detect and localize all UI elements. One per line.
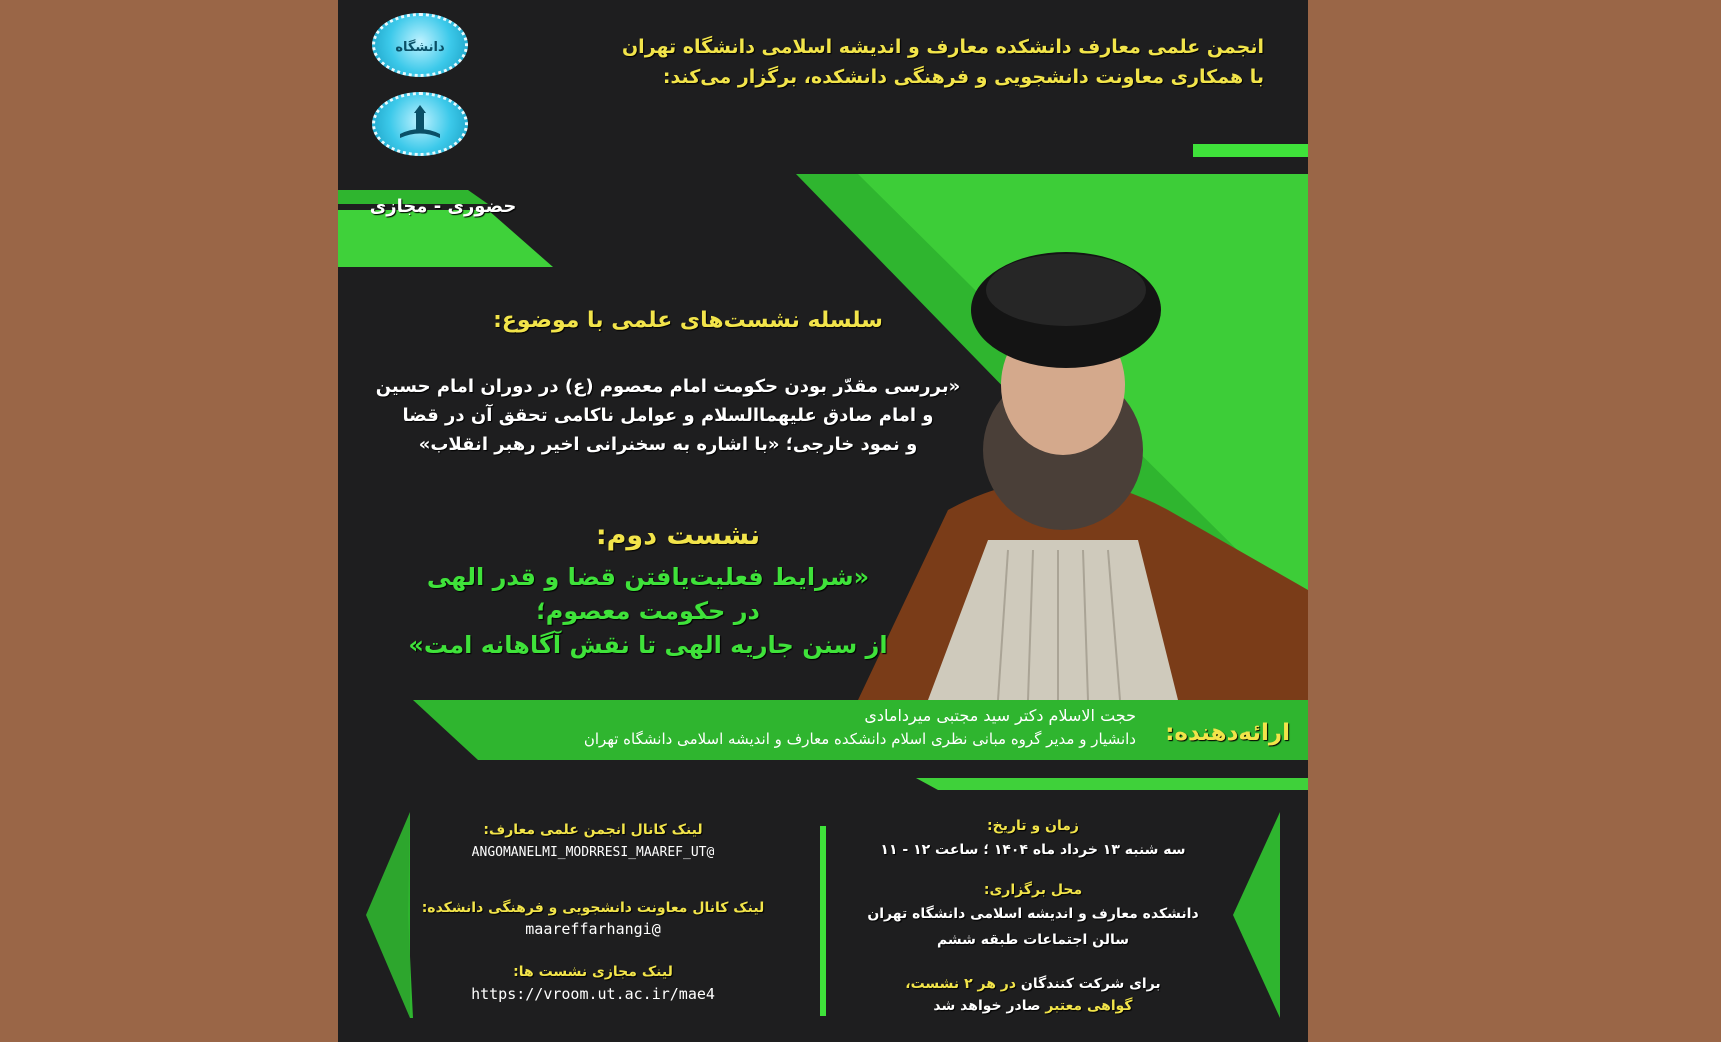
- channel2-label: لینک کانال معاونت دانشجویی و فرهنگی دانشکده:: [421, 900, 765, 916]
- time-value: سه شنبه ۱۳ خرداد ماه ۱۴۰۴ ؛ ساعت ۱۲ - ۱۱: [880, 842, 1186, 858]
- certificate-line-1: [838, 976, 1228, 992]
- place-label: محل برگزاری:: [983, 882, 1083, 898]
- book-emblem-icon: [390, 102, 450, 146]
- certificate-line-2: [838, 998, 1228, 1014]
- virtual-session-link[interactable]: https://vroom.ut.ac.ir/mae4: [471, 985, 715, 1003]
- certificate-text: صادر خواهد شد: [933, 998, 1046, 1014]
- poster: [338, 0, 1308, 1042]
- speaker-role: دانشیار و مدیر گروه مبانی نظری اسلام دانشکده معارف و اندیشه اسلامی دانشگاه تهران: [583, 730, 1136, 748]
- attendance-mode: حضوری - مجازی: [369, 196, 517, 217]
- session-topic: [358, 560, 938, 662]
- session-topic-line: «شرایط فعلیت‌یافتن قضا و قدر الهی: [426, 563, 870, 591]
- series-title: سلسله نشست‌های علمی با موضوع:: [493, 308, 883, 333]
- place-line-1: دانشکده معارف و اندیشه اسلامی دانشگاه تهران: [867, 906, 1199, 922]
- topic-line: و امام صادق علیهماالسلام و عوامل ناکامی تحقق آن در قضا: [402, 405, 934, 426]
- topic-line: و نمود خارجی؛ «با اشاره به سخنرانی اخیر رهبر انقلاب»: [418, 434, 918, 455]
- session-topic-line: در حکومت معصوم؛: [536, 597, 760, 625]
- channel1-label: لینک کانال انجمن علمی معارف:: [483, 822, 703, 838]
- place-line-2: سالن اجتماعات طبقه ششم: [936, 932, 1130, 948]
- speaker-label: ارائه‌دهنده:: [1165, 720, 1290, 746]
- speaker-name: حجت الاسلام دکتر سید مجتبی میردامادی: [864, 706, 1136, 725]
- series-topic: [358, 372, 978, 459]
- organizer-line-1: انجمن علمی معارف دانشکده معارف و اندیشه اسلامی دانشگاه تهران: [621, 36, 1264, 58]
- university-logo-icon: [390, 23, 450, 67]
- channel1-link[interactable]: @ANGOMANELMI_MODRRESI_MAAREF_UT: [471, 845, 715, 860]
- faculty-logo: [372, 92, 468, 156]
- certificate-text: برای شرکت کنندگان: [1016, 976, 1161, 992]
- certificate-highlight: در هر ۲ نشست،: [905, 976, 1017, 992]
- logo-text: دانشگاه: [395, 40, 445, 55]
- session-title: نشست دوم:: [595, 520, 761, 551]
- topic-line: «بررسی مقدّر بودن حکومت امام معصوم (ع) در دوران امام حسین: [375, 376, 961, 397]
- channel2-link[interactable]: @maareffarhangi: [525, 920, 661, 938]
- time-label: زمان و تاریخ:: [987, 818, 1079, 834]
- university-logo: [372, 13, 468, 77]
- certificate-highlight: گواهی معتبر: [1045, 998, 1133, 1014]
- virtual-link-label: لینک مجازی نشست ها:: [513, 964, 673, 980]
- organizer-line-2: با همکاری معاونت دانشجویی و فرهنگی دانشکده، برگزار می‌کند:: [662, 66, 1264, 88]
- session-topic-line: از سنن جاریه الهی تا نقش آگاهانه امت»: [408, 631, 888, 659]
